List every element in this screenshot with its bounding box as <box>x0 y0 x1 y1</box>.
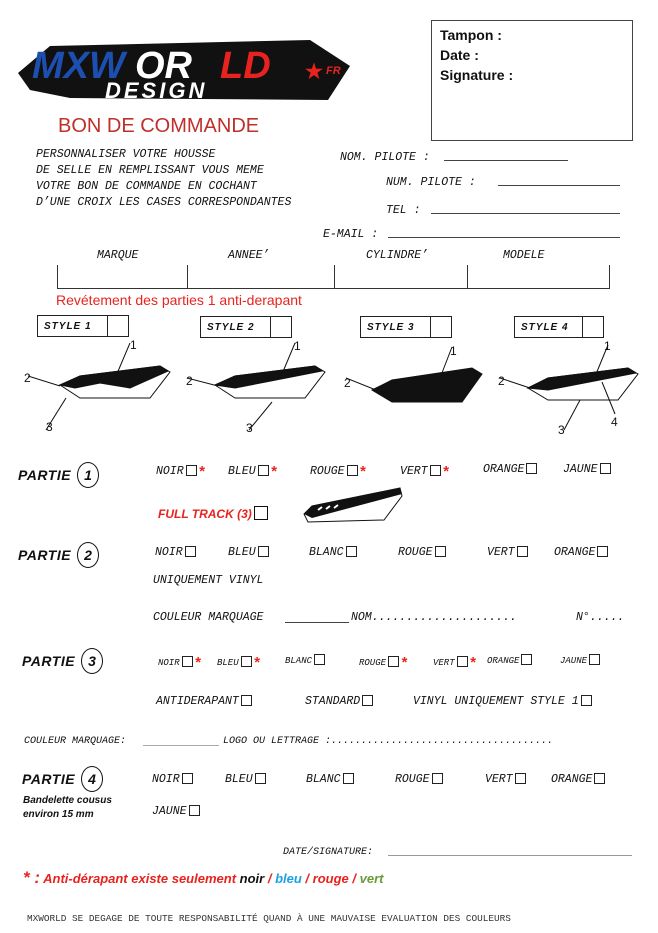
logo-lettrage-field[interactable]: LOGO OU LETTRAGE :..................................... <box>223 736 554 747</box>
legend-bleu: bleu <box>275 871 302 886</box>
option-label: NOIR <box>152 773 180 786</box>
partie1-orange-option[interactable] <box>483 463 537 476</box>
svg-text:★: ★ <box>305 61 323 83</box>
antiderapant-star-icon: * <box>270 463 277 480</box>
partie-4-heading <box>22 766 103 792</box>
callout-2: 2 <box>186 374 193 388</box>
style-label: STYLE 3 <box>367 322 415 333</box>
partie2-bleu-checkbox[interactable] <box>258 546 269 557</box>
option-label: JAUNE <box>560 656 588 666</box>
partie-1-heading <box>18 462 99 488</box>
callout-1: 1 <box>294 339 301 353</box>
option-label: BLEU <box>228 465 256 478</box>
date-label: Date : <box>440 47 479 63</box>
intro-line: PERSONNALISER VOTRE HOUSSE <box>36 148 216 161</box>
option-label: VERT <box>487 546 515 559</box>
table-divider <box>187 265 188 288</box>
option-label: ROUGE <box>398 546 433 559</box>
partie1-vert-checkbox[interactable] <box>430 465 441 476</box>
partie4-orange-checkbox[interactable] <box>594 773 605 784</box>
partie3-vinyl-uniquement-style-1-checkbox[interactable] <box>581 695 592 706</box>
partie2-bleu-option[interactable] <box>228 546 269 559</box>
seat-style-3 <box>346 347 482 402</box>
style-2-option[interactable] <box>200 316 292 338</box>
option-label: BLANC <box>306 773 341 786</box>
partie4-bleu-checkbox[interactable] <box>255 773 266 784</box>
legend-rouge: rouge <box>312 871 349 886</box>
stamp-box <box>431 20 633 141</box>
option-label: STANDARD <box>305 695 361 708</box>
num-pilote-field[interactable] <box>498 185 620 186</box>
partie2-noir-checkbox[interactable] <box>185 546 196 557</box>
callout-3: 3 <box>46 420 53 434</box>
note-line: environ 15 mm <box>23 809 94 820</box>
partie1-orange-checkbox[interactable] <box>526 463 537 474</box>
partie4-noir-option[interactable] <box>152 773 193 786</box>
tampon-label: Tampon : <box>440 27 502 43</box>
style-label: STYLE 2 <box>207 322 255 333</box>
couleur-marquage-field-2[interactable] <box>143 745 219 746</box>
option-label: ORANGE <box>554 546 596 559</box>
uniquement-vinyl-label: UNIQUEMENT VINYL <box>153 574 264 587</box>
antiderapant-star-icon: * <box>469 654 476 671</box>
partie1-rouge-option[interactable] <box>310 463 365 480</box>
nom-pilote-field[interactable] <box>444 160 568 161</box>
partie3-noir-checkbox[interactable] <box>182 656 193 667</box>
option-label: NOIR <box>158 658 180 668</box>
intro-text <box>36 147 291 211</box>
partie2-blanc-option[interactable] <box>309 546 357 559</box>
partie-number: 2 <box>77 542 99 568</box>
partie-4-note <box>23 794 112 822</box>
style-4-checkbox[interactable] <box>582 316 604 338</box>
partie4-bleu-option[interactable] <box>225 773 266 786</box>
partie4-noir-checkbox[interactable] <box>182 773 193 784</box>
option-label: ROUGE <box>310 465 345 478</box>
partie2-rouge-checkbox[interactable] <box>435 546 446 557</box>
email-field[interactable] <box>388 237 620 238</box>
partie2-rouge-option[interactable] <box>398 546 446 559</box>
partie2-blanc-checkbox[interactable] <box>346 546 357 557</box>
partie4-rouge-checkbox[interactable] <box>432 773 443 784</box>
partie-number: 1 <box>77 462 99 488</box>
svg-text:FR: FR <box>326 65 341 77</box>
partie3-orange-option[interactable] <box>487 654 532 666</box>
partie4-vert-option[interactable] <box>485 773 526 786</box>
antiderapant-star-icon: * <box>253 654 260 671</box>
partie2-noir-option[interactable] <box>155 546 196 559</box>
marque-header: MARQUE <box>97 249 139 262</box>
page-title: BON DE COMMANDE <box>58 115 260 137</box>
style-1-checkbox[interactable] <box>107 315 129 337</box>
option-label: VERT <box>400 465 428 478</box>
svg-text:MXW: MXW <box>32 45 125 87</box>
partie1-jaune-option[interactable] <box>563 463 611 476</box>
partie3-standard-option[interactable] <box>305 695 373 708</box>
partie-label: PARTIE <box>22 771 76 787</box>
tel-label: TEL : <box>386 204 421 217</box>
legend-sep: / <box>264 871 276 886</box>
nom-pilote-label: NOM. PILOTE : <box>340 151 430 164</box>
callout-1: 1 <box>450 344 457 358</box>
numero-field[interactable]: N°..... <box>576 611 625 624</box>
disclaimer: MXWORLD SE DEGAGE DE TOUTE RESPONSABILITÉ QUAND À UNE MAUVAISE EVALUATION DES COULEURS <box>27 913 511 924</box>
style-1-option[interactable] <box>37 315 129 337</box>
option-label: ROUGE <box>395 773 430 786</box>
option-label: VERT <box>485 773 513 786</box>
callout-2: 2 <box>24 371 31 385</box>
svg-text:OR: OR <box>135 45 192 87</box>
style-3-option[interactable] <box>360 316 452 338</box>
style-3-checkbox[interactable] <box>430 316 452 338</box>
modele-header: MODELE <box>503 249 545 262</box>
partie3-standard-checkbox[interactable] <box>362 695 373 706</box>
partie3-blanc-checkbox[interactable] <box>314 654 325 665</box>
partie3-blanc-option[interactable] <box>285 654 325 666</box>
full-track-checkbox[interactable] <box>254 506 268 520</box>
option-label: BLEU <box>225 773 253 786</box>
seat-diagrams <box>20 338 650 438</box>
intro-line: VOTRE BON DE COMMANDE EN COCHANT <box>36 180 257 193</box>
callout-2: 2 <box>498 374 505 388</box>
date-signature-label: DATE/SIGNATURE: <box>283 847 374 858</box>
note-line: Bandelette cousus <box>23 795 112 806</box>
partie3-antiderapant-checkbox[interactable] <box>241 695 252 706</box>
svg-text:DESIGN: DESIGN <box>105 78 208 103</box>
date-signature-field[interactable] <box>388 855 632 856</box>
option-label: BLEU <box>228 546 256 559</box>
seat-style-1 <box>28 343 170 430</box>
full-track-label: FULL TRACK (3) <box>158 507 252 521</box>
callout-1: 1 <box>604 339 611 353</box>
partie3-antiderapant-option[interactable] <box>156 695 252 708</box>
partie3-orange-checkbox[interactable] <box>521 654 532 665</box>
moto-table <box>57 265 610 289</box>
num-pilote-label: NUM. PILOTE : <box>386 176 476 189</box>
callout-3: 3 <box>246 421 253 435</box>
partie4-rouge-option[interactable] <box>395 773 443 786</box>
option-label: ORANGE <box>483 463 525 476</box>
style-2-checkbox[interactable] <box>270 316 292 338</box>
partie1-noir-option[interactable] <box>156 463 204 480</box>
antiderapant-star-icon: * <box>401 654 407 671</box>
partie4-vert-checkbox[interactable] <box>515 773 526 784</box>
partie2-orange-option[interactable] <box>554 546 608 559</box>
revetement-note: Revétement des parties 1 anti-derapant <box>56 292 302 308</box>
option-label: NOIR <box>156 465 184 478</box>
partie3-vert-option[interactable] <box>433 654 475 671</box>
partie2-vert-checkbox[interactable] <box>517 546 528 557</box>
mxworld-logo <box>10 28 355 106</box>
partie4-blanc-option[interactable] <box>306 773 354 786</box>
partie3-vert-checkbox[interactable] <box>457 656 468 667</box>
partie1-rouge-checkbox[interactable] <box>347 465 358 476</box>
option-label: NOIR <box>155 546 183 559</box>
partie3-rouge-checkbox[interactable] <box>388 656 399 667</box>
option-label: BLANC <box>285 656 313 666</box>
svg-text:LD: LD <box>220 45 271 87</box>
partie2-vert-option[interactable] <box>487 546 528 559</box>
antiderapant-star-icon: * <box>359 463 366 480</box>
partie-number: 3 <box>81 648 103 674</box>
table-divider <box>334 265 335 288</box>
option-label: BLANC <box>309 546 344 559</box>
email-label: E-MAIL : <box>323 228 379 241</box>
tel-field[interactable] <box>431 213 620 214</box>
partie3-jaune-option[interactable] <box>560 654 600 666</box>
option-label: BLEU <box>217 658 239 668</box>
legend-sep: / <box>348 871 360 886</box>
antiderapant-star-icon: * <box>194 654 201 671</box>
option-label: VERT <box>433 658 455 668</box>
legend-vert: vert <box>359 871 384 886</box>
partie-label: PARTIE <box>22 653 76 669</box>
partie1-vert-option[interactable] <box>400 463 448 480</box>
callout-3: 3 <box>558 423 565 437</box>
legend-star: * : <box>23 868 40 887</box>
partie-label: PARTIE <box>18 467 72 483</box>
antiderapant-star-icon: * <box>442 463 449 480</box>
partie4-blanc-checkbox[interactable] <box>343 773 354 784</box>
option-label: ROUGE <box>359 658 387 668</box>
cylindre-header: CYLINDRE’ <box>366 249 429 262</box>
partie1-bleu-option[interactable] <box>228 463 276 480</box>
intro-line: DE SELLE EN REMPLISSANT VOUS MEME <box>36 164 264 177</box>
partie2-orange-checkbox[interactable] <box>597 546 608 557</box>
partie3-bleu-option[interactable] <box>217 654 259 671</box>
partie-label: PARTIE <box>18 547 72 563</box>
style-4-option[interactable] <box>514 316 604 338</box>
partie1-noir-checkbox[interactable] <box>186 465 197 476</box>
option-label: JAUNE <box>563 463 598 476</box>
option-label: JAUNE <box>152 805 187 818</box>
legend-sep: / <box>301 871 313 886</box>
style-label: STYLE 1 <box>44 321 92 332</box>
partie3-vinyl-uniquement-style-1-option[interactable] <box>413 695 592 708</box>
signature-label: Signature : <box>440 67 514 83</box>
callout-4: 4 <box>611 415 618 429</box>
partie-2-heading <box>18 542 99 568</box>
partie3-jaune-checkbox[interactable] <box>589 654 600 665</box>
antiderapant-star-icon: * <box>198 463 205 480</box>
partie4-orange-option[interactable] <box>551 773 605 786</box>
option-label: ORANGE <box>487 656 520 666</box>
intro-line: D’UNE CROIX LES CASES CORRESPONDANTES <box>36 196 292 209</box>
annee-header: ANNEE’ <box>228 249 270 262</box>
partie3-noir-option[interactable] <box>158 654 200 671</box>
option-label: ANTIDERAPANT <box>156 695 239 708</box>
nom-field[interactable]: NOM..................... <box>351 611 517 624</box>
couleur-marquage-label-2: COULEUR MARQUAGE: <box>24 736 127 747</box>
seat-style-2 <box>187 343 325 430</box>
table-divider <box>467 265 468 288</box>
callout-1: 1 <box>130 338 137 352</box>
couleur-marquage-field[interactable] <box>285 622 349 623</box>
partie3-bleu-checkbox[interactable] <box>241 656 252 667</box>
option-label: ORANGE <box>551 773 593 786</box>
full-track-seat-icon <box>302 484 404 524</box>
option-label: VINYL UNIQUEMENT STYLE 1 <box>413 695 579 708</box>
partie4-jaune-option[interactable] <box>152 805 200 818</box>
couleur-marquage-label: COULEUR MARQUAGE <box>153 611 264 624</box>
partie-number: 4 <box>81 766 103 792</box>
legend-noir: noir <box>239 871 265 886</box>
partie1-bleu-checkbox[interactable] <box>258 465 269 476</box>
partie-3-heading <box>22 648 103 674</box>
callout-2: 2 <box>344 376 351 390</box>
style-label: STYLE 4 <box>521 322 569 333</box>
legend-text: Anti-dérapant existe seulement <box>43 871 237 886</box>
partie1-jaune-checkbox[interactable] <box>600 463 611 474</box>
partie3-rouge-option[interactable] <box>359 654 407 671</box>
antiderapant-legend <box>23 868 383 888</box>
partie4-jaune-checkbox[interactable] <box>189 805 200 816</box>
